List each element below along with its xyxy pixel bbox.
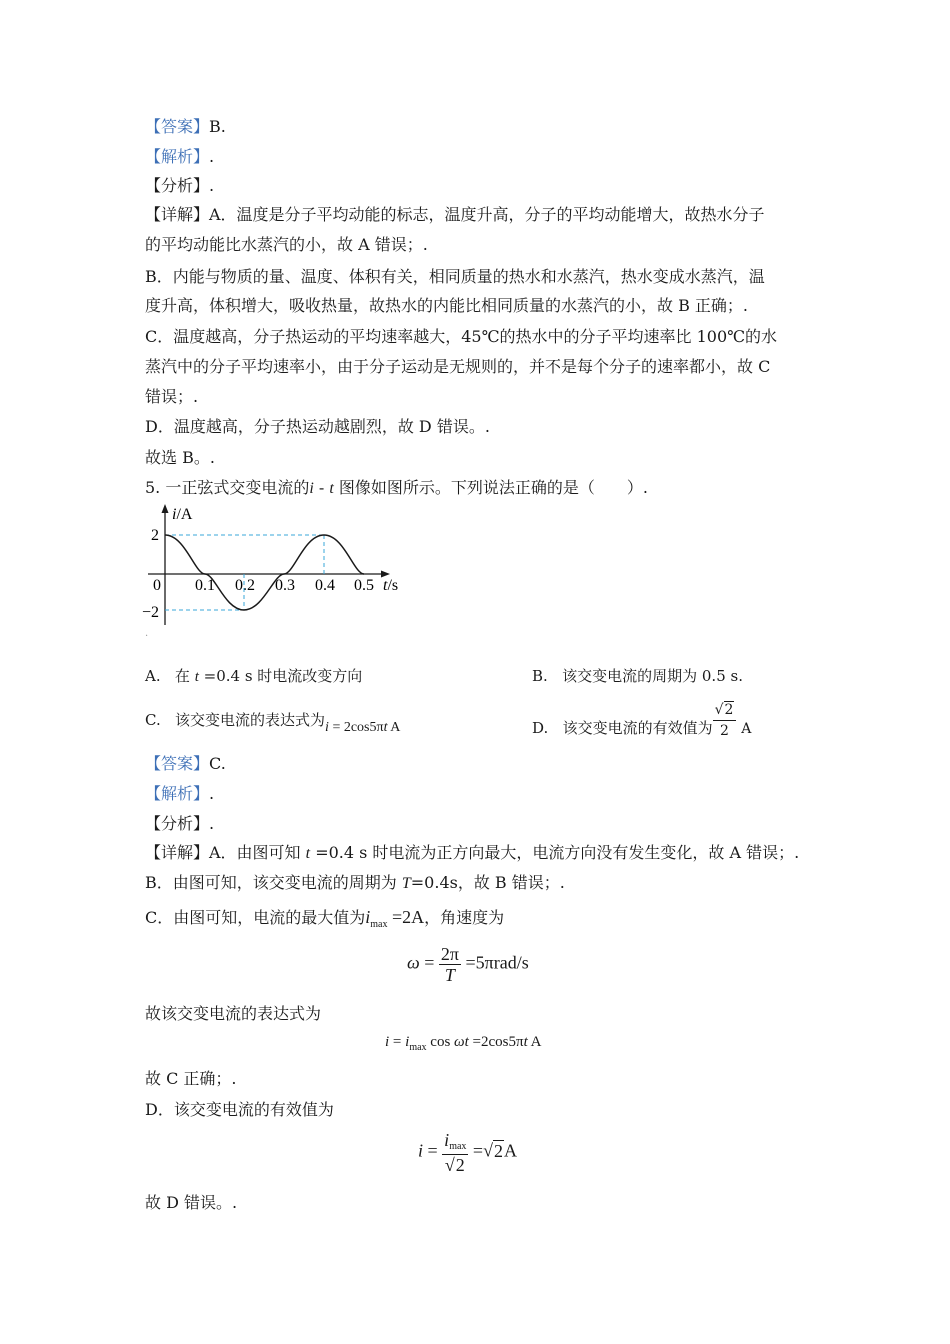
q5-answer-line [145, 753, 226, 775]
option-d[interactable] [532, 700, 751, 741]
option-d-unit: A [741, 720, 752, 737]
fenxi-tag: 【分析】 [145, 814, 210, 833]
q5-expr-intro: 故该交变电流的表达式为 [145, 1004, 322, 1023]
q5-stem [145, 477, 648, 500]
x-tick-0.3: 0.3 [275, 577, 295, 594]
option-b[interactable] [532, 665, 743, 687]
fenxi-tag: 【分析】 [145, 176, 210, 195]
imax-expression: $i_{max} =2A$ [365, 907, 425, 930]
omega-equation: ω = $\frac{2\pi}{T}$ =5πrad/s [407, 944, 529, 985]
effective-fraction: $\frac{imax}{√2}$ [444, 1130, 467, 1175]
option-a-var: t [194, 669, 199, 685]
option-a-text-end: =0.4 s 时电流改变方向 [198, 667, 363, 685]
origin-label: 0 [153, 577, 161, 594]
detail-b-text-end: =0.4s，故 B 错误；. [410, 873, 565, 892]
jiexi-tag: 【解析】 [145, 147, 210, 166]
jiexi-value: . [209, 784, 215, 803]
fenxi-value: . [209, 176, 215, 195]
q4-b-line-2: 度升高，体积增大，吸收热量，故热水的内能比相同质量的水蒸汽的小，故 B 正确；. [145, 296, 749, 315]
paragraph-mark: . [145, 628, 149, 639]
detail-b-var: T [401, 875, 411, 892]
detail-a-text-end: =0.4 s 时电流为正方向最大，电流方向没有发生变化，故 A 错误；. [310, 843, 800, 862]
y-tick-top: 2 [151, 527, 159, 544]
stem-dash: - [313, 478, 330, 497]
q4-conclusion: 故选 B。. [145, 448, 215, 467]
q4-d-line: D．温度越高，分子热运动越剧烈，故 D 错误。. [145, 417, 490, 436]
x-tick-0.5: 0.5 [354, 577, 374, 594]
detail-c-text: C．由图可知，电流的最大值为 [145, 908, 366, 927]
it-graph [140, 500, 410, 640]
answer-tag: 【答案】 [145, 754, 210, 773]
option-b-text: 该交变电流的周期为 0.5 s. [562, 667, 743, 685]
stem-var-t: t [329, 480, 334, 497]
cosine-curve [165, 535, 364, 610]
x-tick-0.1: 0.1 [195, 577, 215, 594]
q5-detail-b [145, 872, 565, 895]
q4-detail-line-1: 【详解】A．温度是分子平均动能的标志，温度升高，分子的平均动能增大，故热水分子 [145, 205, 765, 224]
q5-detail-d: D．该交变电流的有效值为 [145, 1100, 334, 1119]
option-a[interactable] [145, 665, 362, 688]
option-c-text: 该交变电流的表达式为 [175, 711, 326, 729]
jiexi-tag: 【解析】 [145, 784, 210, 803]
x-tick-0.4: 0.4 [315, 577, 335, 594]
option-d-fraction: $\frac{√2}{2}$ [713, 700, 737, 741]
x-tick-0.2: 0.2 [235, 577, 255, 594]
q5-detail-c [145, 906, 504, 932]
option-c-label: C. [145, 711, 161, 729]
y-axis-label: i/A [172, 506, 193, 523]
detail-a-var: t [305, 845, 311, 862]
answer-value: B. [209, 117, 226, 136]
q4-c-line-1: C．温度越高，分子热运动的平均速率越大，45℃的热水中的分子平均速率比 100℃的水 [145, 327, 778, 346]
option-d-label: D. [532, 718, 549, 737]
option-b-label: B. [532, 667, 548, 685]
q5-fenxi-line [145, 813, 214, 835]
answer-value: C. [209, 754, 226, 773]
y-tick-bottom: −2 [142, 604, 160, 621]
fenxi-value: . [209, 814, 215, 833]
stem-var-i: i [309, 480, 314, 497]
option-c-equation: i = 2cos5πt A [325, 720, 401, 735]
option-a-label: A. [145, 667, 161, 685]
q5-jiexi-line [145, 783, 214, 805]
current-expression: $i = i_{max}$ cos ωt =2cos5πt A [385, 1034, 542, 1053]
omega-fraction: $\frac{2\pi}{T}$ [440, 944, 459, 985]
q4-b-line-1: B．内能与物质的量、温度、体积有关，相同质量的热水和水蒸汽，热水变成水蒸汽，温 [145, 267, 765, 286]
q5-c-correct: 故 C 正确；. [145, 1069, 237, 1088]
q4-c-line-3: 错误；. [145, 387, 199, 406]
detail-a-text: 【详解】A．由图可知 [145, 843, 306, 862]
q4-c-line-2: 蒸汽中的分子平均速率小，由于分子运动是无规则的，并不是每个分子的速率都小，故 C [145, 357, 771, 376]
option-c[interactable] [145, 709, 400, 733]
detail-b-text: B．由图可知，该交变电流的周期为 [145, 873, 402, 892]
q4-detail-line-2: 的平均动能比水蒸汽的小，故 A 错误；. [145, 235, 428, 254]
effective-value-equation: i = $\frac{imax}{√2}$ =√2A [418, 1130, 517, 1175]
q5-d-wrong: 故 D 错误。. [145, 1193, 238, 1212]
q5-detail-a [145, 842, 799, 865]
stem-text-end: 图像如图所示。下列说法正确的是（ ）. [333, 478, 649, 497]
q4-jiexi-line [145, 146, 214, 168]
stem-text: 5. 一正弦式交变电流的 [145, 478, 310, 497]
jiexi-value: . [209, 147, 215, 166]
y-axis-arrow [162, 504, 169, 513]
x-axis-label: t/s [383, 577, 399, 594]
detail-c-text-end: ，角速度为 [424, 908, 505, 927]
q4-fenxi-line [145, 175, 214, 197]
option-d-text: 该交变电流的有效值为 [562, 718, 713, 737]
option-a-text: 在 [174, 667, 195, 685]
answer-tag: 【答案】 [145, 117, 210, 136]
q4-answer-line [145, 116, 226, 138]
